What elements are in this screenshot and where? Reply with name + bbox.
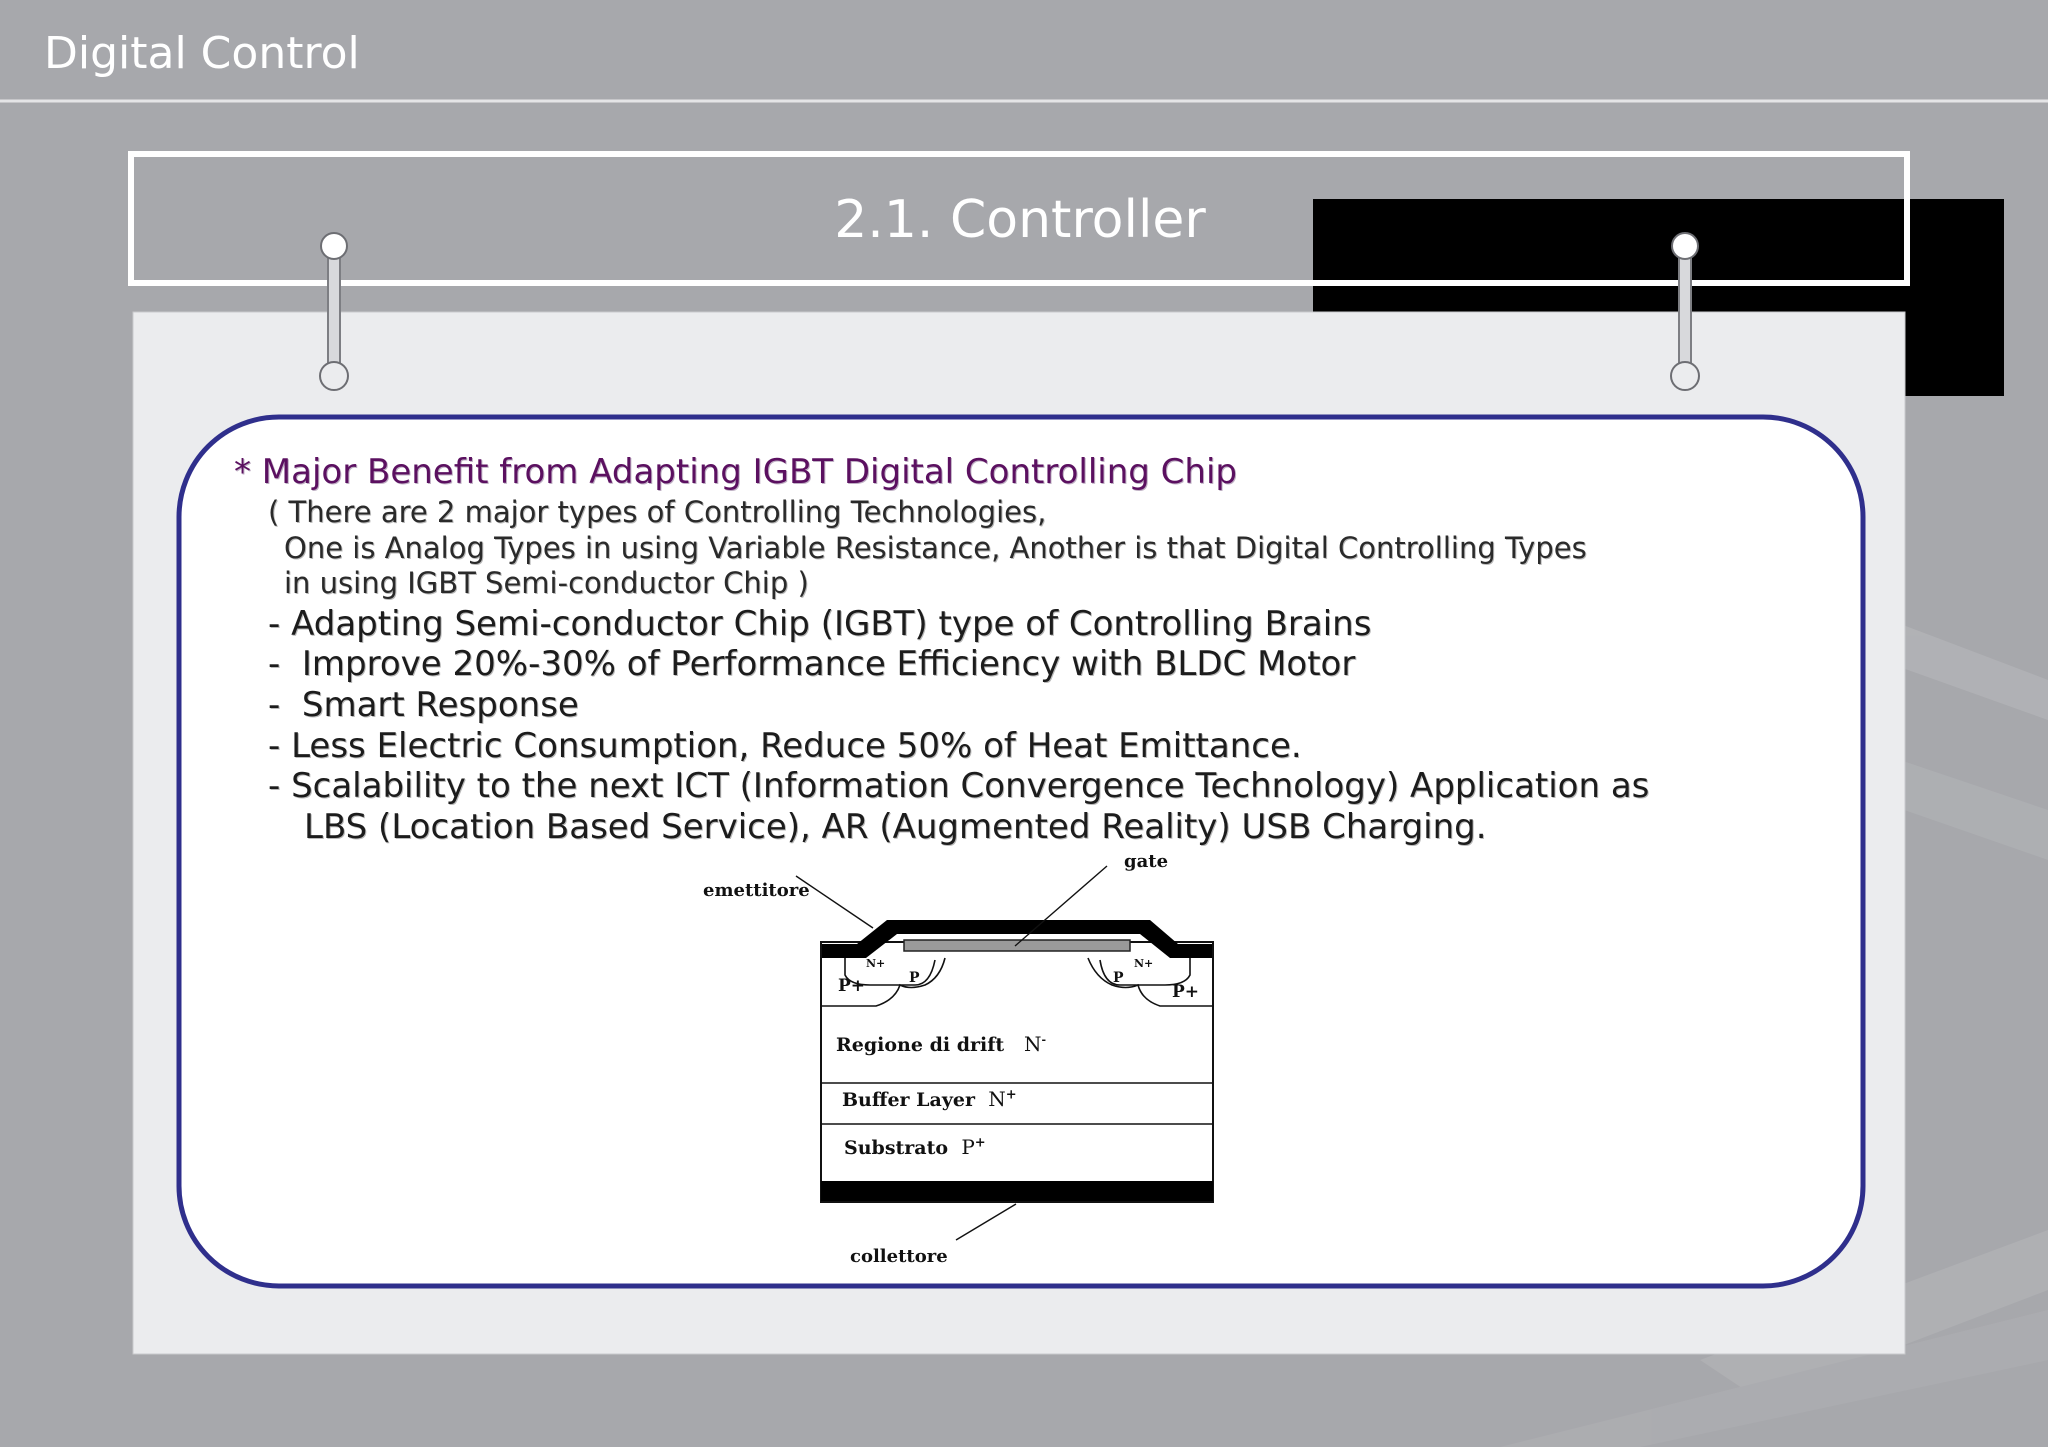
drift-region-label: Regione di drift N- — [836, 1032, 1047, 1056]
buffer-type: N — [988, 1087, 1006, 1111]
benefit-item: - Scalability to the next ICT (Information Convergence Technology) Application as — [268, 766, 1650, 807]
benefit-list — [230, 604, 1830, 848]
buffer-layer-text: Buffer Layer — [842, 1089, 975, 1111]
benefit-item: - Less Electric Consumption, Reduce 50% of Heat Emittance. — [268, 725, 1302, 766]
drift-type: N — [1024, 1032, 1042, 1056]
benefit-item: - Improve 20%-30% of Performance Efficiency with BLDC Motor — [268, 644, 1356, 685]
substrate-text: Substrato — [844, 1137, 949, 1159]
gate-label: gate — [1124, 851, 1169, 872]
emitter-label: emettitore — [703, 880, 810, 901]
igbt-collector-metal — [821, 1181, 1213, 1201]
n-plus-left-label: N+ — [866, 957, 886, 970]
p-plus-right-label: P+ — [1172, 982, 1200, 1002]
igbt-gate-oxide — [904, 940, 1130, 951]
buffer-layer-label: Buffer Layer N+ — [842, 1087, 1017, 1111]
header-title: Digital Control — [44, 28, 360, 79]
benefit-item: - Smart Response — [268, 684, 579, 725]
slide-title: 2.1. Controller — [834, 190, 1206, 250]
note-line: ( There are 2 major types of Controlling Technologies, — [268, 495, 1047, 529]
content-text — [230, 449, 1830, 848]
collector-label: collettore — [850, 1246, 948, 1267]
drift-region-text: Regione di drift — [836, 1034, 1005, 1056]
p-plus-left-label: P+ — [838, 976, 866, 996]
benefit-heading: * Major Benefit from Adapting IGBT Digital Controlling Chip — [234, 452, 1237, 492]
substrate-type: P — [961, 1135, 975, 1159]
p-right-label: P — [1113, 970, 1124, 986]
substrate-label: Substrato P+ — [844, 1135, 986, 1159]
note-line: One is Analog Types in using Variable Resistance, Another is that Digital Controlling Types — [284, 530, 1587, 565]
p-left-label: P — [909, 970, 920, 986]
benefit-item: - Adapting Semi-conductor Chip (IGBT) type of Controlling Brains — [268, 603, 1372, 644]
n-plus-right-label: N+ — [1134, 957, 1154, 970]
note-line: in using IGBT Semi-conductor Chip ) — [284, 566, 809, 600]
technology-note — [230, 495, 1830, 602]
igbt-body — [821, 942, 1213, 1202]
benefit-item-continuation: LBS (Location Based Service), AR (Augmented Reality) USB Charging. — [304, 807, 1487, 848]
